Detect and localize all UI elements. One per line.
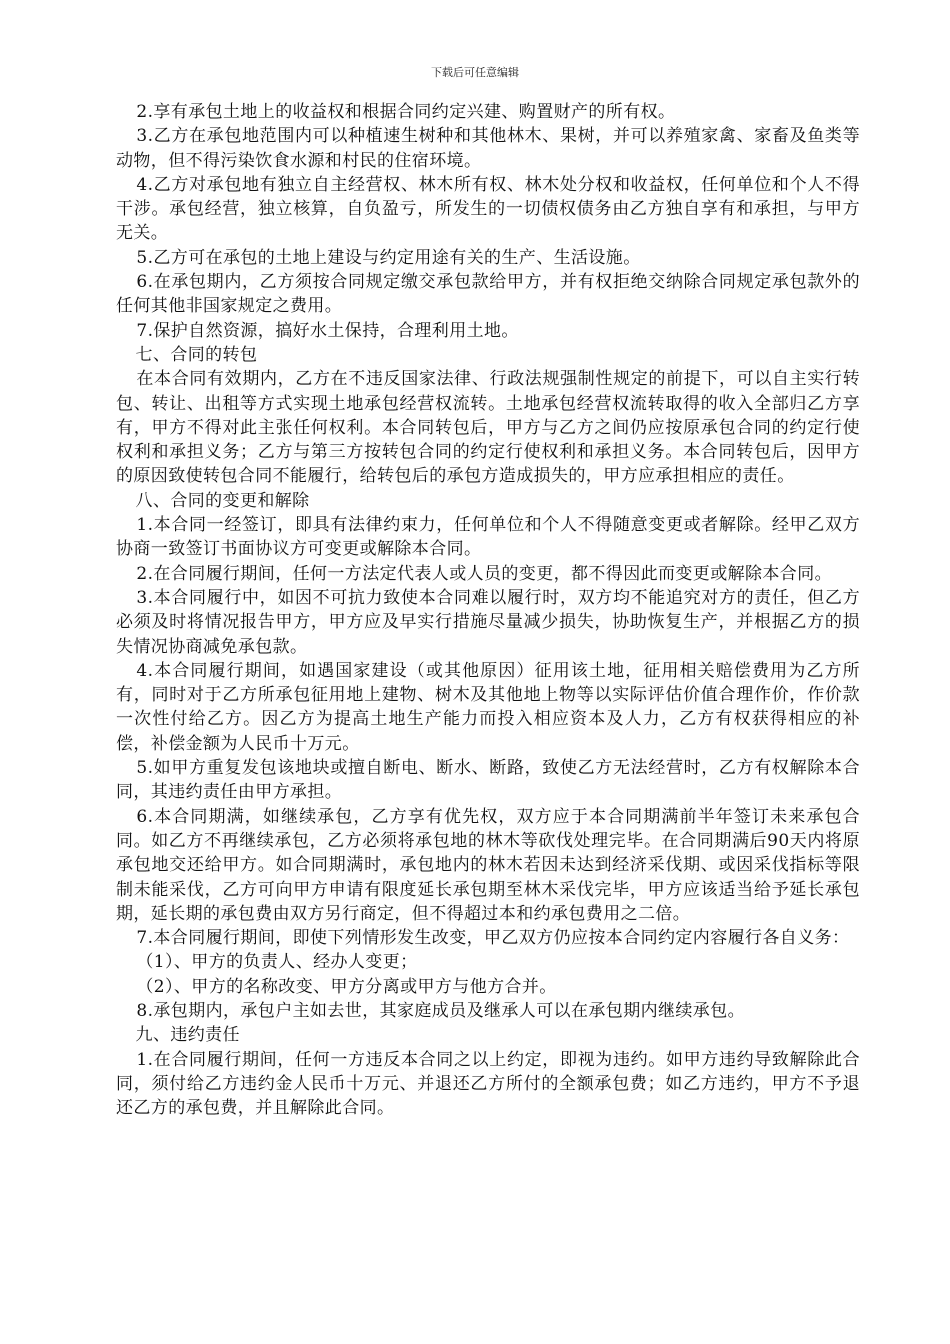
clause-paragraph: 2.在合同履行期间，任何一方法定代表人或人员的变更，都不得因此而变更或解除本合同。 (136, 563, 833, 584)
clause-paragraph: 5.如甲方重复发包该地块或擅自断电、断水、断路，致使乙方无法经营时，乙方有权解除本合同，其违约责任由甲方承担。 (116, 758, 860, 803)
page-header: 下载后可任意编辑 (431, 66, 519, 79)
clause-paragraph: 7.本合同履行期间，即使下列情形发生改变，甲乙双方仍应按本合同约定内容履行各自义务： (136, 928, 850, 949)
body-paragraph: 在本合同有效期内，乙方在不违反国家法律、行政法规强制性规定的前提下，可以自主实行转包、转让、出租等方式实现土地承包经营权流转。土地承包经营权流转取得的收入全部归乙方享有，甲方不得对此主张任何权利。本合同转包后，甲方与乙方之间仍应按原承包合同的约定行使权利和承担义务；乙方与第三方按转包合同的约定行使权利和承担义务。本合同转包后，因甲方的原因致使转包合同不能履行，给转包后的承包方造成损失的，甲方应承担相应的责任。 (116, 369, 860, 487)
clause-paragraph: 8.承包期内，承包户主如去世，其家庭成员及继承人可以在承包期内继续承包。 (136, 1000, 746, 1021)
clause-paragraph: 5.乙方可在承包的土地上建设与约定用途有关的生产、生活设施。 (136, 247, 641, 268)
clause-paragraph: 7.保护自然资源，搞好水土保持，合理利用土地。 (136, 320, 519, 341)
section-heading: 九、违约责任 (135, 1025, 240, 1046)
clause-paragraph: 4.本合同履行期间，如遇国家建设（或其他原因）征用该土地，征用相关赔偿费用为乙方所有，同时对于乙方所承包征用地上建物、树木及其他地上物等以实际评估价值合理作价，作价款一次性付给乙方。因乙方为提高土地生产能力而投入相应资本及人力，乙方有权获得相应的补偿，补偿金额为人民币十万元。 (116, 660, 860, 754)
clause-paragraph: 3.本合同履行中，如因不可抗力致使本合同难以履行时，双方均不能追究对方的责任，但乙方必须及时将情况报告甲方，甲方应及早实行措施尽量减少损失，协助恢复生产，并根据乙方的损失情况协商减免承包款。 (116, 587, 860, 657)
document-body (116, 100, 860, 1120)
clause-paragraph: 1.在合同履行期间，任何一方违反本合同之以上约定，即视为违约。如甲方违约导致解除此合同，须付给乙方违约金人民币十万元、并退还乙方所付的全额承包费；如乙方违约，甲方不予退还乙方的承包费，并且解除此合同。 (116, 1049, 860, 1119)
clause-paragraph: 4.乙方对承包地有独立自主经营权、林木所有权、林木处分权和收益权，任何单位和个人不得干涉。承包经营，独立核算，自负盈亏，所发生的一切债权债务由乙方独自享有和承担，与甲方无关。 (116, 174, 860, 244)
clause-sub-item: （2）、甲方的名称改变、甲方分离或甲方与他方合并。 (136, 976, 557, 997)
clause-paragraph: 2.享有承包土地上的收益权和根据合同约定兴建、购置财产的所有权。 (136, 102, 676, 122)
clause-sub-item: （1）、甲方的负责人、经办人变更； (136, 952, 418, 973)
clause-paragraph: 6.在承包期内，乙方须按合同规定缴交承包款给甲方，并有权拒绝交纳除合同规定承包款外的任何其他非国家规定之费用。 (116, 272, 860, 317)
section-heading: 七、合同的转包 (135, 344, 258, 365)
clause-paragraph: 6.本合同期满，如继续承包，乙方享有优先权，双方应于本合同期满前半年签订未来承包合同。如乙方不再继续承包，乙方必须将承包地的林木等砍伐处理完毕。在合同期满后90天内将原承包地交还给甲方。如合同期满时，承包地内的林木若因未达到经济采伐期、或因采伐指标等限制未能采伐，乙方可向甲方申请有限度延长承包期至林木采伐完毕，甲方应该适当给予延长承包期，延长期的承包费由双方另行商定，但不得超过本和约承包费用之二倍。 (116, 806, 860, 924)
clause-paragraph: 1.本合同一经签订，即具有法律约束力，任何单位和个人不得随意变更或者解除。经甲乙双方协商一致签订书面协议方可变更或解除本合同。 (116, 515, 860, 560)
section-heading: 八、合同的变更和解除 (135, 490, 310, 511)
clause-paragraph: 3.乙方在承包地范围内可以种植速生树种和其他林木、果树，并可以养殖家禽、家畜及鱼类等动物，但不得污染饮食水源和村民的住宿环境。 (116, 126, 860, 171)
